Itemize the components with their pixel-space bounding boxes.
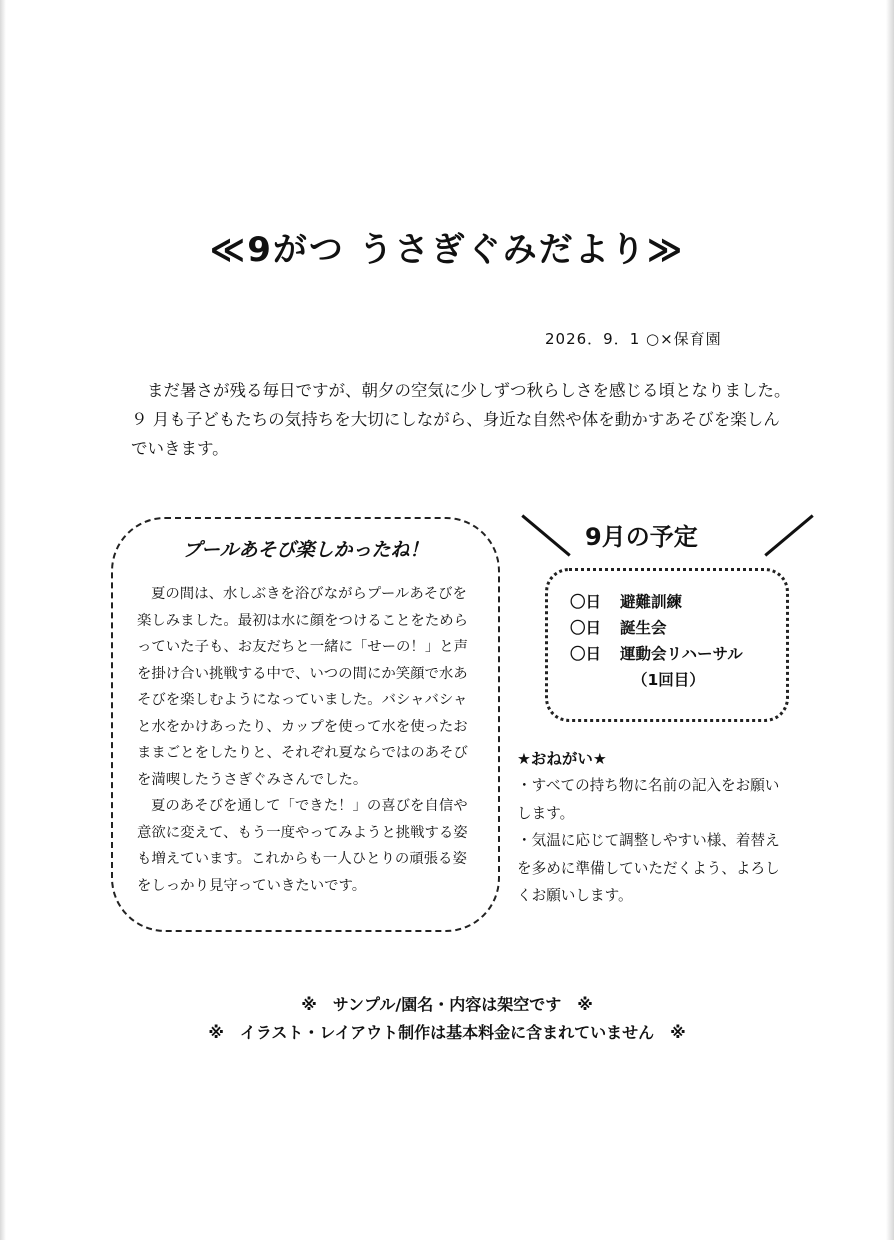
- schedule-day: 〇日: [570, 619, 602, 637]
- footer-note-sample: ※ サンプル/園名・内容は架空です ※: [301, 995, 593, 1014]
- page-shadow-left: [0, 0, 6, 1240]
- pool-article-title: プールあそび楽しかったね！: [182, 539, 429, 561]
- footer-note-fee: ※ イラスト・レイアウト制作は基本料金に含まれていません ※: [208, 1023, 686, 1042]
- schedule-box: [545, 568, 789, 722]
- schedule-list: [570, 589, 743, 693]
- request-line: を多めに準備していただくよう、よろし: [517, 859, 780, 877]
- schedule-day: 〇日: [570, 593, 602, 611]
- request-line: ・すべての持ち物に名前の記入をお願い: [517, 777, 780, 794]
- decorative-slash-left: [521, 514, 570, 556]
- pool-paragraph: 夏のあそびを通して「できた！」の喜びを自信や意欲に変えて、もう一度やってみようと挑戦する姿も増えています。これからも一人ひとりの頑張る姿をしっかり見守っていきたいです。: [137, 798, 468, 894]
- schedule-item: [570, 615, 743, 641]
- schedule-item-continuation: （1回目）: [632, 671, 705, 689]
- page-shadow-right: [886, 0, 894, 1240]
- decorative-slash-right: [764, 514, 813, 556]
- newsletter-title: ≪9がつ うさぎぐみだより≫: [209, 230, 685, 270]
- schedule-item: [570, 641, 743, 667]
- pool-article-body: [137, 581, 479, 899]
- intro-paragraph: まだ暑さが残る毎日ですが、朝夕の空気に少しずつ秋らしさを感じる頃となりました。９ 月も子どもたちの気持ちを大切にしながら、身近な自然や体を動かすあそびを楽しんでいきます。: [131, 381, 791, 458]
- request-section: [517, 746, 807, 910]
- request-line: します。: [517, 804, 575, 822]
- schedule-title: 9月の予定: [585, 523, 698, 551]
- pool-article-box: [111, 517, 500, 932]
- request-line: ・気温に応じて調整しやすい様、着替え: [517, 832, 780, 849]
- request-title: ★おねがい★: [517, 750, 607, 768]
- schedule-event: 運動会リハーサル: [620, 645, 743, 663]
- request-line: くお願いします。: [517, 887, 633, 904]
- footer-notes: [0, 991, 894, 1047]
- schedule-item: [570, 589, 743, 615]
- schedule-event: 誕生会: [620, 619, 667, 637]
- schedule-event: 避難訓練: [620, 593, 683, 611]
- date-and-school: 2026．9．1 ○×保育園: [545, 330, 722, 348]
- pool-paragraph: 夏の間は、水しぶきを浴びながらプールあそびを楽しみました。最初は水に顔をつけることをためらっていた子も、お友だちと一緒に「せーの！」と声を掛け合い挑戦する中で、いつの間にか笑顔で水あそびを楽しむようになっていました。バシャバシャと水をかけあったり、カップを使って水を使ったおままごとをしたりと、それぞれ夏ならではのあそびを満喫したうさぎぐみさんでした。: [137, 586, 468, 788]
- schedule-day: 〇日: [570, 645, 602, 663]
